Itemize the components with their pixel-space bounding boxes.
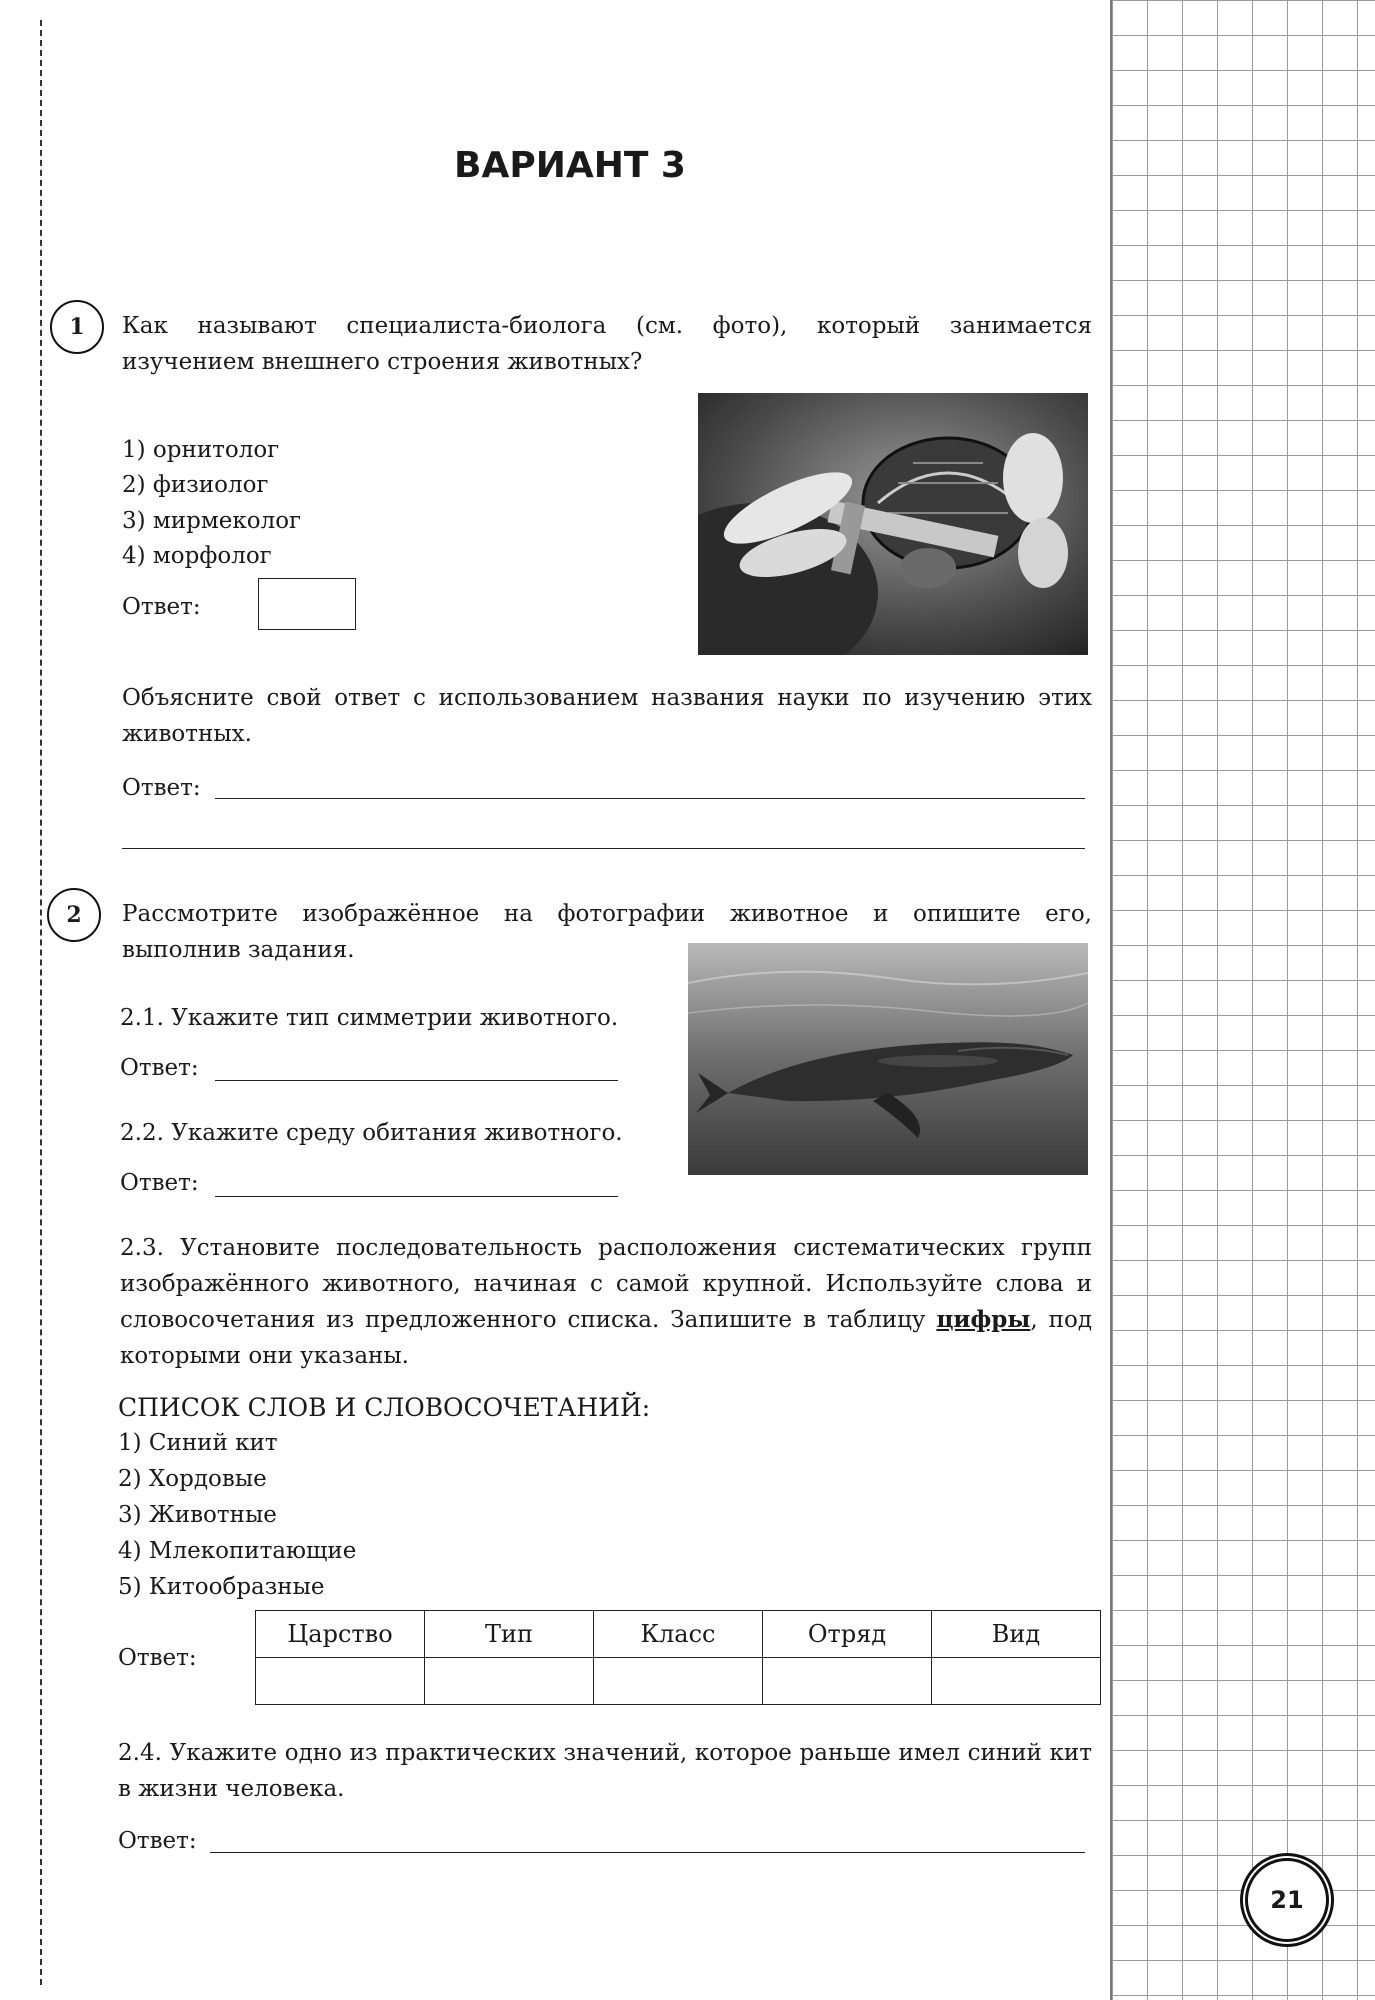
q1-explain-answer-line[interactable] bbox=[215, 798, 1085, 799]
task-2-1-text: 2.1. Укажите тип симметрии животного. bbox=[120, 1005, 619, 1031]
question-1-number: 1 bbox=[50, 300, 104, 354]
task-2-2-answer-label: Ответ: bbox=[120, 1170, 199, 1196]
word-list-item-4: 4) Млекопитающие bbox=[118, 1538, 357, 1564]
task-2-2-text: 2.2. Укажите среду обитания животного. bbox=[120, 1120, 623, 1146]
q1-option-4: 4) морфолог bbox=[122, 543, 272, 569]
taxonomy-header-kingdom: Царство bbox=[256, 1611, 425, 1658]
blue-whale-photo bbox=[688, 943, 1088, 1175]
cut-line bbox=[40, 20, 42, 1985]
word-list-item-1: 1) Синий кит bbox=[118, 1430, 278, 1456]
word-list-item-5: 5) Китообразные bbox=[118, 1574, 325, 1600]
task-2-4-text: 2.4. Укажите одно из практических значений, которое раньше имел синий кит в жизни человека. bbox=[118, 1740, 1092, 1802]
taxonomy-answer-table bbox=[255, 1610, 1101, 1705]
task-2-3-bold-word: цифры bbox=[936, 1306, 1031, 1333]
task-2-3-text-part2: , под которыми они указаны. bbox=[120, 1307, 1092, 1369]
taxonomy-header-species: Вид bbox=[932, 1611, 1101, 1658]
taxonomy-header-class: Класс bbox=[594, 1611, 763, 1658]
word-list-item-3: 3) Животные bbox=[118, 1502, 277, 1528]
turtle-measurement-photo bbox=[698, 393, 1088, 655]
q1-explain-answer-label: Ответ: bbox=[122, 775, 201, 801]
question-1-text: Как называют специалиста-биолога (см. фото), который занимается изучением внешнего строения животных? bbox=[122, 313, 1092, 375]
task-2-1-answer-line[interactable] bbox=[215, 1080, 618, 1081]
q1-option-2: 2) физиолог bbox=[122, 472, 269, 498]
q1-answer-box[interactable] bbox=[258, 578, 356, 630]
taxonomy-header-phylum: Тип bbox=[425, 1611, 594, 1658]
q1-option-1: 1) орнитолог bbox=[122, 437, 280, 463]
task-2-4-answer-label: Ответ: bbox=[118, 1828, 197, 1854]
task-2-1-answer-label: Ответ: bbox=[120, 1055, 199, 1081]
question-2-number: 2 bbox=[47, 888, 101, 942]
page-title: ВАРИАНТ 3 bbox=[454, 145, 686, 186]
taxonomy-answer-order[interactable] bbox=[763, 1658, 932, 1705]
q1-option-3: 3) мирмеколог bbox=[122, 508, 302, 534]
q1-explain-answer-line-2[interactable] bbox=[122, 848, 1085, 849]
taxonomy-answer-kingdom[interactable] bbox=[256, 1658, 425, 1705]
taxonomy-answer-row bbox=[256, 1658, 1101, 1705]
taxonomy-header-order: Отряд bbox=[763, 1611, 932, 1658]
task-2-4-answer-line[interactable] bbox=[210, 1852, 1085, 1853]
taxonomy-answer-species[interactable] bbox=[932, 1658, 1101, 1705]
word-list-title: СПИСОК СЛОВ И СЛОВОСОЧЕТАНИЙ: bbox=[118, 1393, 651, 1422]
taxonomy-answer-class[interactable] bbox=[594, 1658, 763, 1705]
task-2-3-text bbox=[120, 1230, 1092, 1374]
grid-margin bbox=[1110, 0, 1375, 2000]
taxonomy-answer-phylum[interactable] bbox=[425, 1658, 594, 1705]
question-2-text: Рассмотрите изображённое на фотографии животное и опишите его, выполнив задания. bbox=[122, 901, 1092, 963]
q1-answer-label: Ответ: bbox=[122, 594, 201, 620]
task-2-2-answer-line[interactable] bbox=[215, 1196, 618, 1197]
task-2-3-text-part1: 2.3. Установите последовательность расположения систематических групп изображённого животного, начиная с самой крупной. Используйте слова и словосочетания из предложенного списка. Запишите в таблицу bbox=[120, 1235, 1092, 1333]
taxonomy-header-row bbox=[256, 1611, 1101, 1658]
page-number: 21 bbox=[1245, 1858, 1329, 1942]
task-2-3-answer-label: Ответ: bbox=[118, 1645, 197, 1671]
word-list-item-2: 2) Хордовые bbox=[118, 1466, 267, 1492]
q1-explain-text: Объясните свой ответ с использованием названия науки по изучению этих животных. bbox=[122, 685, 1092, 747]
